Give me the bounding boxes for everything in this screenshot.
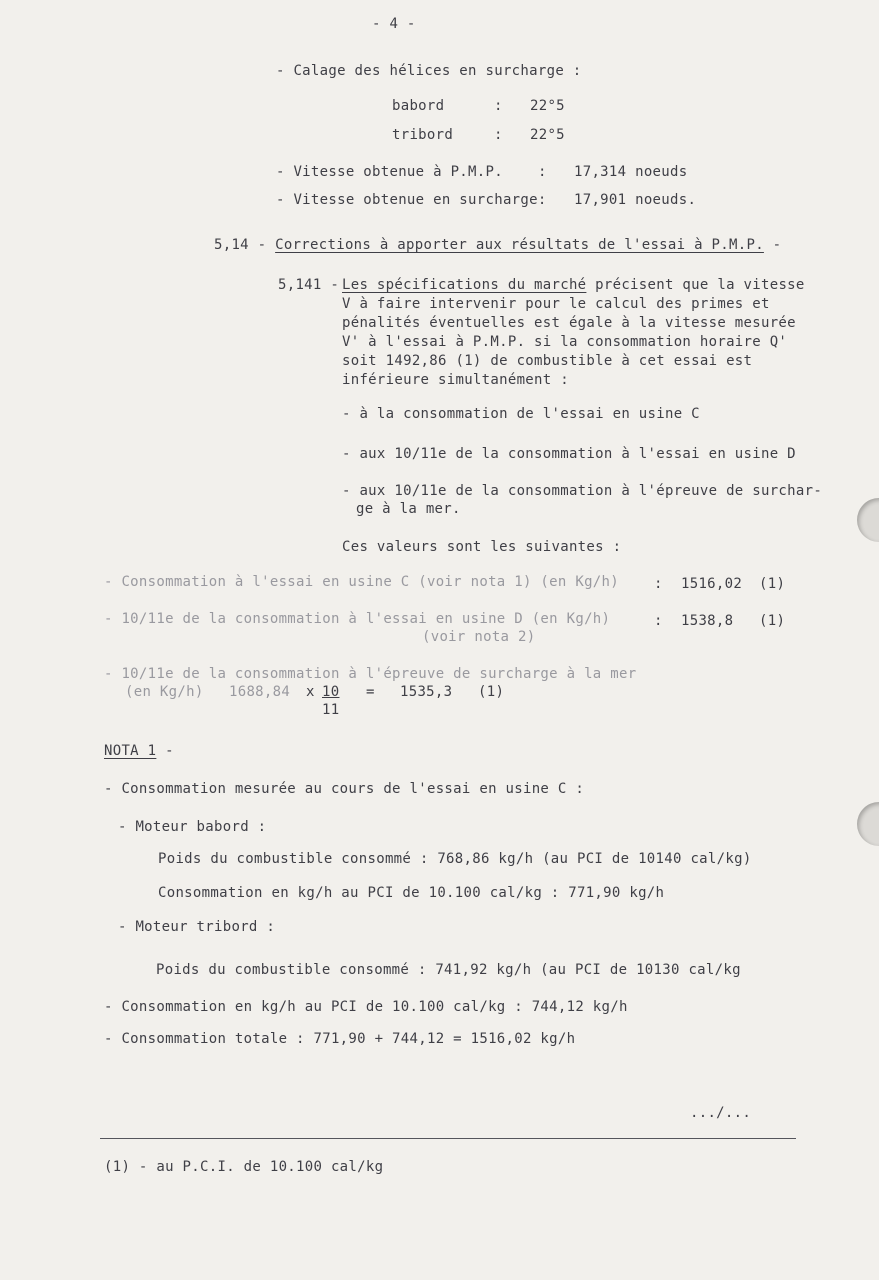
calage-side-babord: babord [392, 98, 445, 114]
valeur-usine-c-note: (1) [759, 576, 786, 592]
surcharge-calc-note: (1) [478, 684, 505, 700]
valeur-usine-c-value: 1516,02 [681, 576, 743, 592]
section-5141-line-1 [342, 276, 805, 294]
babord-conso: Consommation en kg/h au PCI de 10.100 cal/kg : 771,90 kg/h [158, 885, 665, 901]
surcharge-calc-eq: = [366, 684, 375, 700]
calage-heading: - Calage des hélices en surcharge : [276, 63, 582, 79]
section-5141-line-2: V à faire intervenir pour le calcul des primes et [342, 296, 770, 312]
section-5141-number: 5,141 - [278, 277, 340, 293]
moteur-tribord-title: - Moteur tribord : [118, 919, 276, 935]
condition-item-3-cont: ge à la mer. [356, 501, 461, 517]
footnote-rule [100, 1138, 796, 1139]
calage-sep: : [494, 98, 503, 114]
tribord-poids: Poids du combustible consommé : 741,92 kg/h (au PCI de 10130 cal/kg [156, 962, 741, 978]
nota-title: NOTA 1 [104, 743, 157, 759]
calage-side-tribord: tribord [392, 127, 454, 143]
fraction-numerator: 10 [322, 684, 340, 700]
valeur-usine-c-sep: : [654, 576, 663, 592]
valeur-usine-c-label: - Consommation à l'essai en usine C (voir nota 1) (en Kg/h) [104, 574, 619, 590]
valeur-usine-d-note: (1) [759, 613, 786, 629]
surcharge-calc-unit: (en Kg/h) [125, 684, 204, 700]
nota-title-trail: - [165, 743, 174, 759]
babord-poids: Poids du combustible consommé : 768,86 kg/h (au PCI de 10140 cal/kg) [158, 851, 752, 867]
surcharge-calc-base: 1688,84 [229, 684, 291, 700]
vitesse-pmp-label: - Vitesse obtenue à P.M.P. [276, 164, 503, 180]
page-number: - 4 - [372, 16, 416, 32]
section-5141-line-3: pénalités éventuelles est égale à la vitesse mesurée [342, 315, 796, 331]
valeur-usine-d-sep: : [654, 613, 663, 629]
section-5141-line-1-text: précisent que la vitesse [595, 277, 805, 293]
section-514-number: 5,14 - [214, 237, 267, 253]
condition-item-1: - à la consommation de l'essai en usine C [342, 406, 700, 422]
punch-hole [857, 498, 879, 542]
section-5141-line-5: soit 1492,86 (1) de combustible à cet essai est [342, 353, 753, 369]
calage-value-tribord: 22°5 [530, 127, 565, 143]
valeur-usine-d-value: 1538,8 [681, 613, 734, 629]
values-intro: Ces valeurs sont les suivantes : [342, 539, 622, 555]
vitesse-surcharge-label: - Vitesse obtenue en surcharge: [276, 192, 547, 208]
section-514-trail: - [772, 237, 782, 253]
surcharge-calc-result: 1535,3 [400, 684, 453, 700]
surcharge-calc-fraction [322, 683, 339, 719]
nota-heading [104, 742, 174, 760]
surcharge-calc-times: x [306, 684, 315, 700]
section-514-title: Corrections à apporter aux résultats de l'essai à P.M.P. [275, 237, 764, 253]
punch-hole [857, 802, 879, 846]
consommation-totale: - Consommation totale : 771,90 + 744,12 = 1516,02 kg/h [104, 1031, 576, 1047]
nota-intro: - Consommation mesurée au cours de l'essai en usine C : [104, 781, 585, 797]
vitesse-pmp-sep: : [538, 164, 547, 180]
section-514-heading [214, 236, 781, 254]
condition-item-3: - aux 10/11e de la consommation à l'épreuve de surchar- [342, 483, 823, 499]
valeur-usine-d-sub: (voir nota 2) [422, 629, 536, 645]
surcharge-calc-label: - 10/11e de la consommation à l'épreuve de surcharge à la mer [104, 666, 637, 682]
fraction-denominator: 11 [322, 702, 340, 718]
section-5141-lead: Les spécifications du marché [342, 277, 587, 293]
valeur-usine-d-label: - 10/11e de la consommation à l'essai en usine D (en Kg/h) [104, 611, 611, 627]
calage-value-babord: 22°5 [530, 98, 565, 114]
tribord-conso: - Consommation en kg/h au PCI de 10.100 cal/kg : 744,12 kg/h [104, 999, 628, 1015]
footnote: (1) - au P.C.I. de 10.100 cal/kg [104, 1159, 384, 1175]
vitesse-surcharge-value: 17,901 noeuds. [574, 192, 697, 208]
moteur-babord-title: - Moteur babord : [118, 819, 267, 835]
condition-item-2: - aux 10/11e de la consommation à l'essai en usine D [342, 446, 796, 462]
vitesse-pmp-value: 17,314 noeuds [574, 164, 688, 180]
calage-sep: : [494, 127, 503, 143]
continuation-mark: .../... [690, 1105, 752, 1121]
section-5141-line-6: inférieure simultanément : [342, 372, 569, 388]
section-5141-line-4: V' à l'essai à P.M.P. si la consommation horaire Q' [342, 334, 788, 350]
